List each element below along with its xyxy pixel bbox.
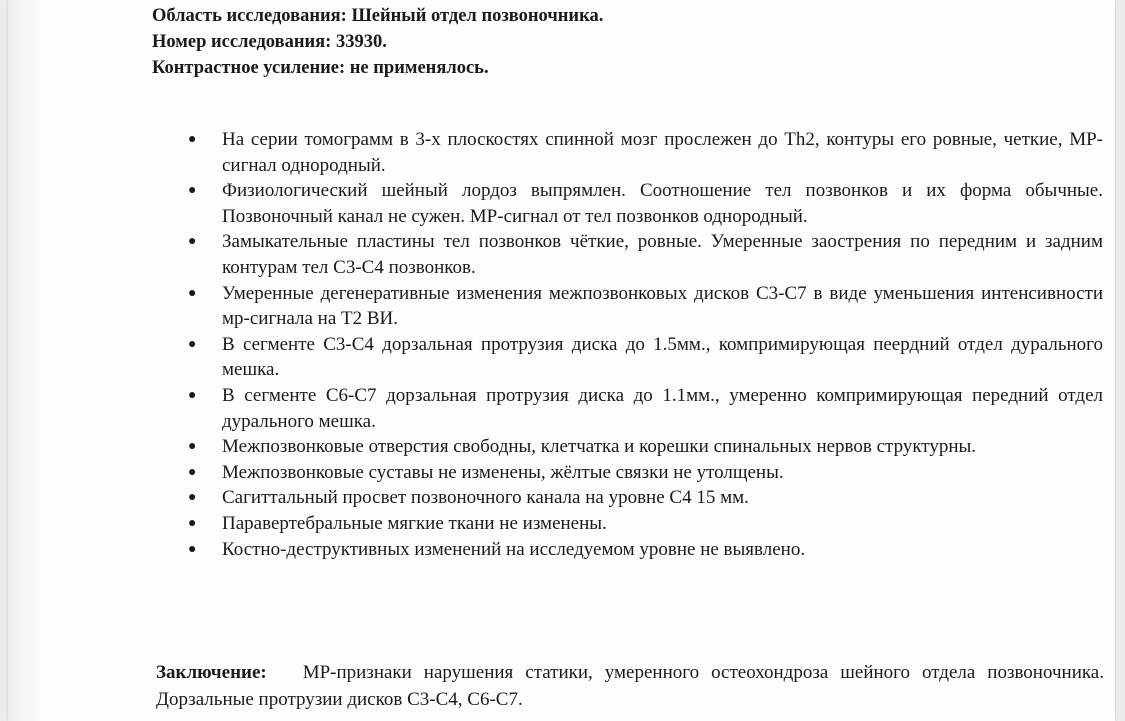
finding-text: Межпозвонковые суставы не изменены, жёлтые связки не утолщены. (222, 461, 784, 483)
study-number: Номер исследования: 33930. (152, 32, 387, 52)
finding-item (188, 460, 1103, 486)
bullet-icon: ● (188, 183, 197, 199)
finding-item (188, 127, 1103, 178)
finding-text: На серии томограмм в 3-х плоскостях спинной мозг прослежен до Th2, контуры его ровные, четкие, МР-сигнал однородный. (222, 129, 1103, 176)
finding-text: В сегменте С3-С4 дорзальная протрузия диска до 1.5мм., компримирующая пеердний отдел дурального мешка. (222, 333, 1103, 381)
finding-text: Паравертебральные мягкие ткани не изменены. (222, 512, 607, 534)
finding-text: Физиологический шейный лордоз выпрямлен. Соотношение тел позвонков и их форма обычные. Позвоночный канал не сужен. МР-сигнал от тел позвонков однородный. (222, 180, 1103, 227)
finding-text: Сагиттальный просвет позвоночного канала на уровне С4 15 мм. (222, 487, 749, 509)
study-area: Область исследования: Шейный отдел позвоночника. (152, 6, 604, 26)
bullet-icon: ● (188, 336, 197, 352)
finding-text: Умеренные дегенеративные изменения межпозвонковых дисков С3-С7 в виде уменьшения интенсивности мр-сигнала на Т2 ВИ. (222, 282, 1103, 330)
finding-item (188, 281, 1103, 332)
finding-item (188, 383, 1103, 434)
finding-text: Межпозвонковые отверстия свободны, клетчатка и корешки спинальных нервов структурны. (222, 436, 977, 458)
bullet-icon: ● (188, 490, 197, 506)
finding-text: Замыкательные пластины тел позвонков чёткие, ровные. Умеренные заострения по передним и задним контурам тел С3-С4 позвонков. (222, 231, 1103, 278)
finding-item (188, 485, 1103, 511)
study-header (152, 3, 603, 81)
bullet-icon: ● (188, 234, 197, 250)
finding-text: В сегменте С6-С7 дорзальная протрузия диска до 1.1мм., умеренно компримирующая передний отдел дурального мешка. (222, 384, 1103, 432)
contrast-info: Контрастное усиление: не применялось. (152, 58, 489, 78)
finding-text: Костно-деструктивных изменений на исследуемом уровне не выявлено. (222, 538, 806, 560)
bullet-icon: ● (188, 285, 197, 301)
finding-item (188, 537, 1103, 563)
finding-item (188, 178, 1103, 229)
page-edge-shadow (8, 0, 44, 721)
finding-item (188, 511, 1103, 537)
bullet-icon: ● (188, 439, 197, 455)
bullet-icon: ● (188, 387, 197, 403)
finding-item (188, 229, 1103, 280)
conclusion (156, 659, 1104, 713)
bullet-icon: ● (188, 515, 197, 531)
finding-item (188, 332, 1103, 383)
conclusion-text: МР-признаки нарушения статики, умеренного остеохондроза шейного отдела позвоночника. Дорзальные протрузии дисков С3-С4, С6-С7. (156, 662, 1104, 710)
findings-list (188, 127, 1103, 562)
bullet-icon: ● (188, 541, 197, 557)
bullet-icon: ● (188, 132, 197, 147)
bullet-icon: ● (188, 464, 197, 480)
finding-item (188, 434, 1103, 460)
conclusion-label: Заключение: (156, 662, 267, 683)
